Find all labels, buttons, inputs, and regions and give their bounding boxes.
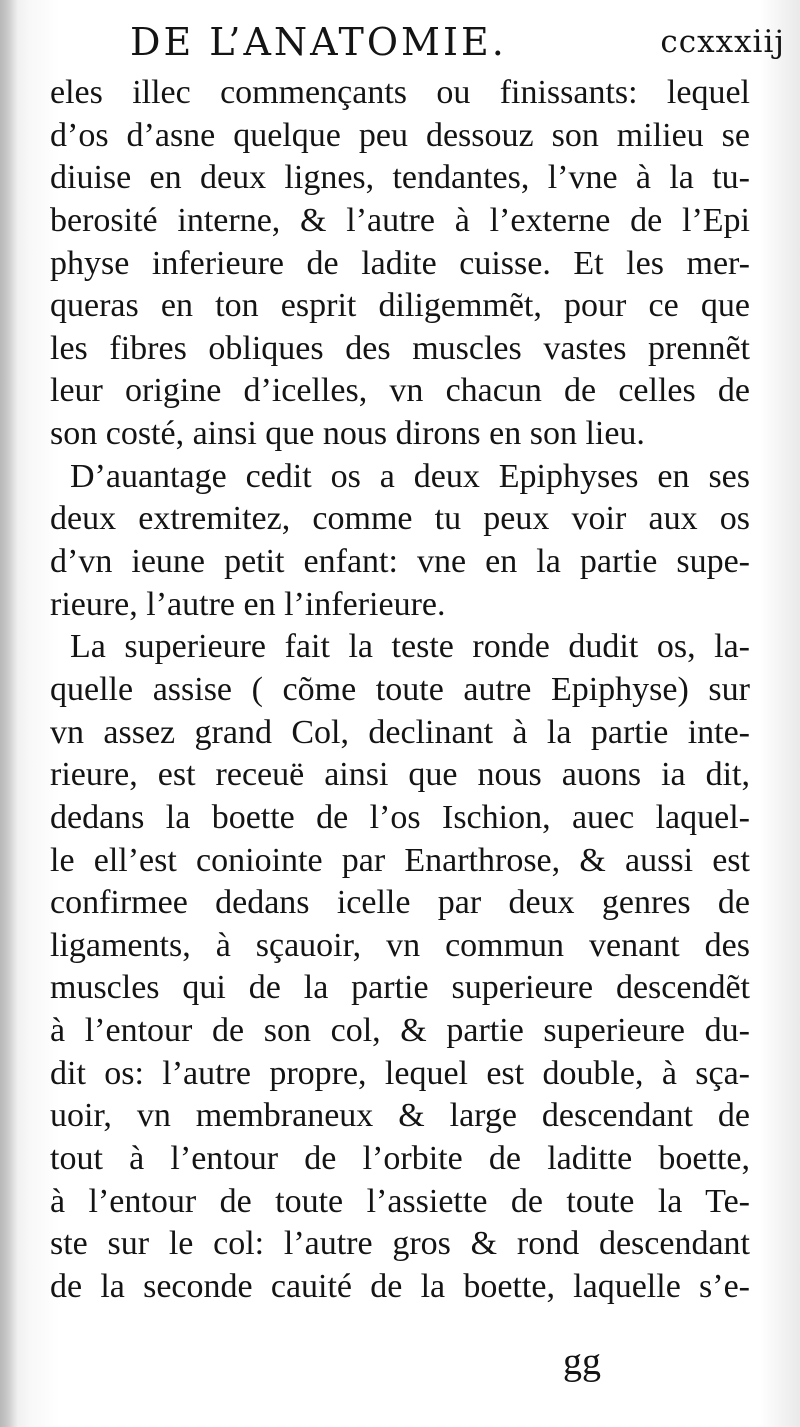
text-line: physe inferieure de ladite cuisse. Et les mer- [50, 244, 750, 282]
text-line: à l’entour de toute l’assiette de toute la Te- [50, 1182, 750, 1220]
text-line: confirmee dedans icelle par deux genres de [50, 884, 750, 922]
text-line: le ell’est coniointe par Enarthrose, & aussi est [50, 841, 750, 879]
running-title: DE L’ANATOMIE. [130, 20, 507, 64]
paragraph-start-line: D’auantage cedit os a deux Epiphyses en ses [70, 457, 750, 495]
text-line: vn assez grand Col, declinant à la partie inte- [50, 713, 750, 751]
text-line: berosité interne, & l’autre à l’externe de l’Epi [50, 201, 750, 239]
text-line: à l’entour de son col, & partie superieure du- [50, 1012, 750, 1050]
folio-number: ccxxxiij [660, 24, 785, 60]
text-line: son costé, ainsi que nous dirons en son lieu. [50, 415, 645, 453]
text-line: queras en ton esprit diligemmẽt, pour ce que [50, 287, 750, 325]
text-line: quelle assise ( cõme toute autre Epiphyse) sur [50, 670, 750, 708]
signature-mark: gg [563, 1341, 601, 1383]
text-line: muscles qui de la partie superieure descendẽt [50, 969, 750, 1007]
body-text [50, 72, 750, 1309]
text-line: diuise en deux lignes, tendantes, l’vne à la tu- [50, 159, 750, 197]
text-line: rieure, l’autre en l’inferieure. [50, 585, 446, 623]
text-line: deux extremitez, comme tu peux voir aux os [50, 500, 750, 538]
text-line: rieure, est receuë ainsi que nous auons ia dit, [50, 756, 750, 794]
text-line: eles illec commençants ou finissants: lequel [50, 74, 750, 111]
text-line: d’os d’asne quelque peu dessouz son milieu se [50, 116, 750, 154]
text-line: dit os: l’autre propre, lequel est double, à sça- [50, 1054, 750, 1092]
text-line: ligaments, à sçauoir, vn commun venant des [50, 926, 750, 964]
page-header [130, 14, 785, 70]
gutter-shadow [0, 0, 18, 1427]
text-line: dedans la boette de l’os Ischion, auec laquel- [50, 798, 750, 836]
text-line: de la seconde cauité de la boette, laquelle s’e- [50, 1267, 750, 1305]
text-line: tout à l’entour de l’orbite de laditte boette, [50, 1140, 750, 1178]
text-line: les fibres obliques des muscles vastes prennẽt [50, 329, 750, 367]
text-line: uoir, vn membraneux & large descendant de [50, 1097, 750, 1135]
text-line: d’vn ieune petit enfant: vne en la partie supe- [50, 543, 750, 581]
text-line: ste sur le col: l’autre gros & rond descendant [50, 1225, 750, 1263]
text-line: leur origine d’icelles, vn chacun de celles de [50, 372, 750, 410]
paragraph-start-line: La superieure fait la teste ronde dudit os, la- [70, 628, 750, 666]
